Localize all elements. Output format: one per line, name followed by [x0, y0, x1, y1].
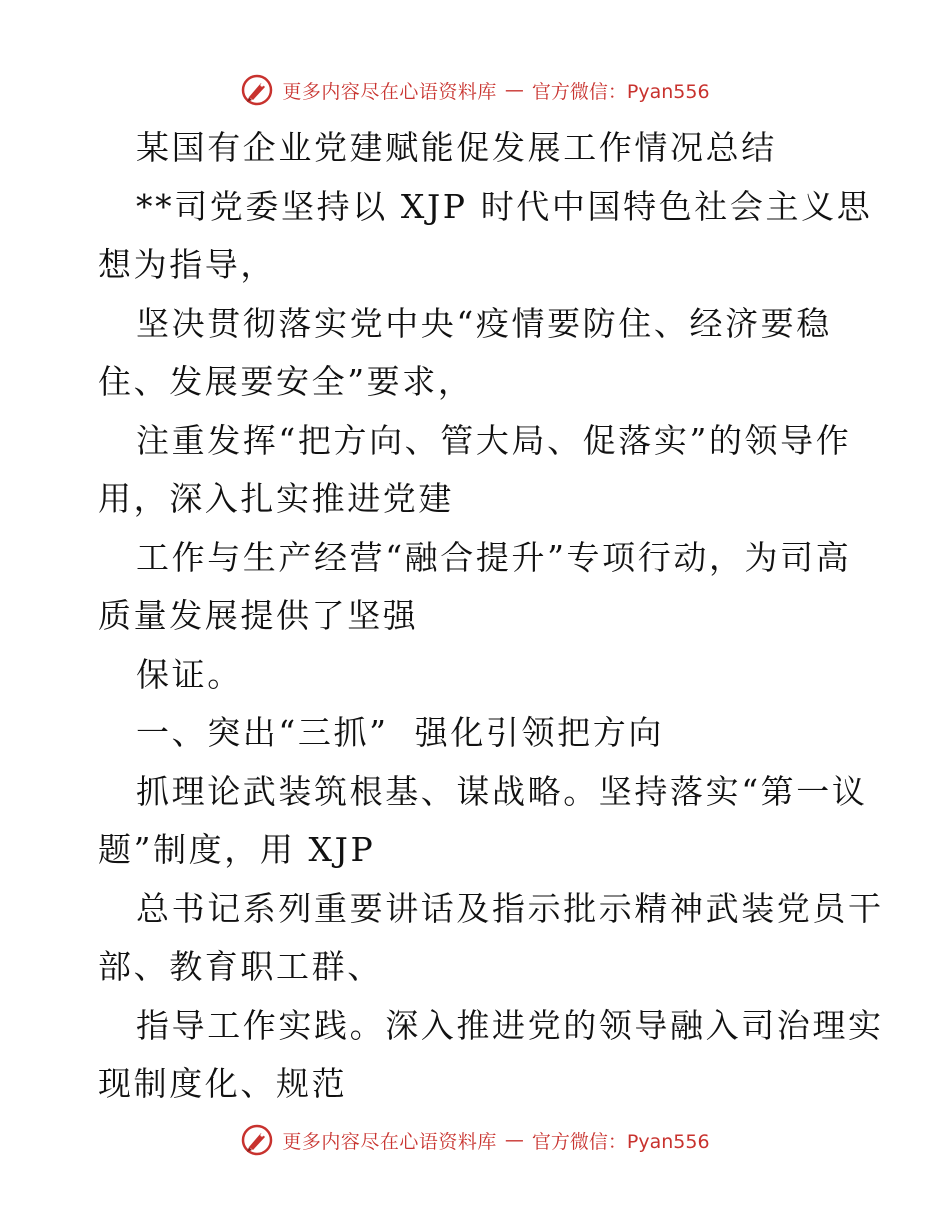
paragraph-line: 工作与生产经营“融合提升”专项行动，为司高	[136, 537, 852, 577]
paragraph-line: 题”制度，用 XJP	[98, 830, 376, 869]
paragraph-line: 想为指导，	[98, 245, 276, 284]
banner-slogan: 更多内容尽在心语资料库	[282, 1130, 497, 1153]
paragraph-line: 保证。	[136, 654, 243, 694]
pen-nib-logo-icon	[240, 73, 274, 107]
pen-nib-logo-icon	[240, 1123, 274, 1157]
paragraph-line: 部、教育职工群、	[98, 947, 383, 986]
paragraph-line: 质量发展提供了坚强	[98, 596, 419, 635]
banner-slogan: 更多内容尽在心语资料库	[282, 80, 497, 103]
paragraph-line: 用，深入扎实推进党建	[98, 479, 454, 518]
footer-banner	[0, 1118, 950, 1162]
paragraph-line: 现制度化、规范	[98, 1064, 348, 1103]
header-banner	[0, 68, 950, 112]
banner-contact: 官方微信：Pyan556	[531, 1130, 710, 1153]
document-title: 某国有企业党建赋能促发展工作情况总结	[136, 128, 777, 167]
paragraph-line: 总书记系列重要讲话及指示批示精神武装党员干	[136, 888, 884, 928]
paragraph-line: 抓理论武装筑根基、谋战略。坚持落实“第一议	[136, 771, 868, 811]
banner-contact: 官方微信：Pyan556	[531, 80, 710, 103]
paragraph-line: 坚决贯彻落实党中央“疫情要防住、经济要稳	[136, 303, 832, 343]
paragraph-line: 住、发展要安全”要求，	[98, 362, 474, 401]
paragraph-line: **司党委坚持以 XJP 时代中国特色社会主义思	[136, 186, 873, 226]
banner-separator: —	[504, 1129, 524, 1151]
section-heading: 一、突出“三抓” 强化引领把方向	[136, 713, 664, 752]
paragraph-line: 指导工作实践。深入推进党的领导融入司治理实	[136, 1005, 884, 1045]
document-body	[98, 119, 884, 1114]
paragraph-line: 注重发挥“把方向、管大局、促落实”的领导作	[136, 420, 852, 460]
banner-separator: —	[504, 79, 524, 101]
